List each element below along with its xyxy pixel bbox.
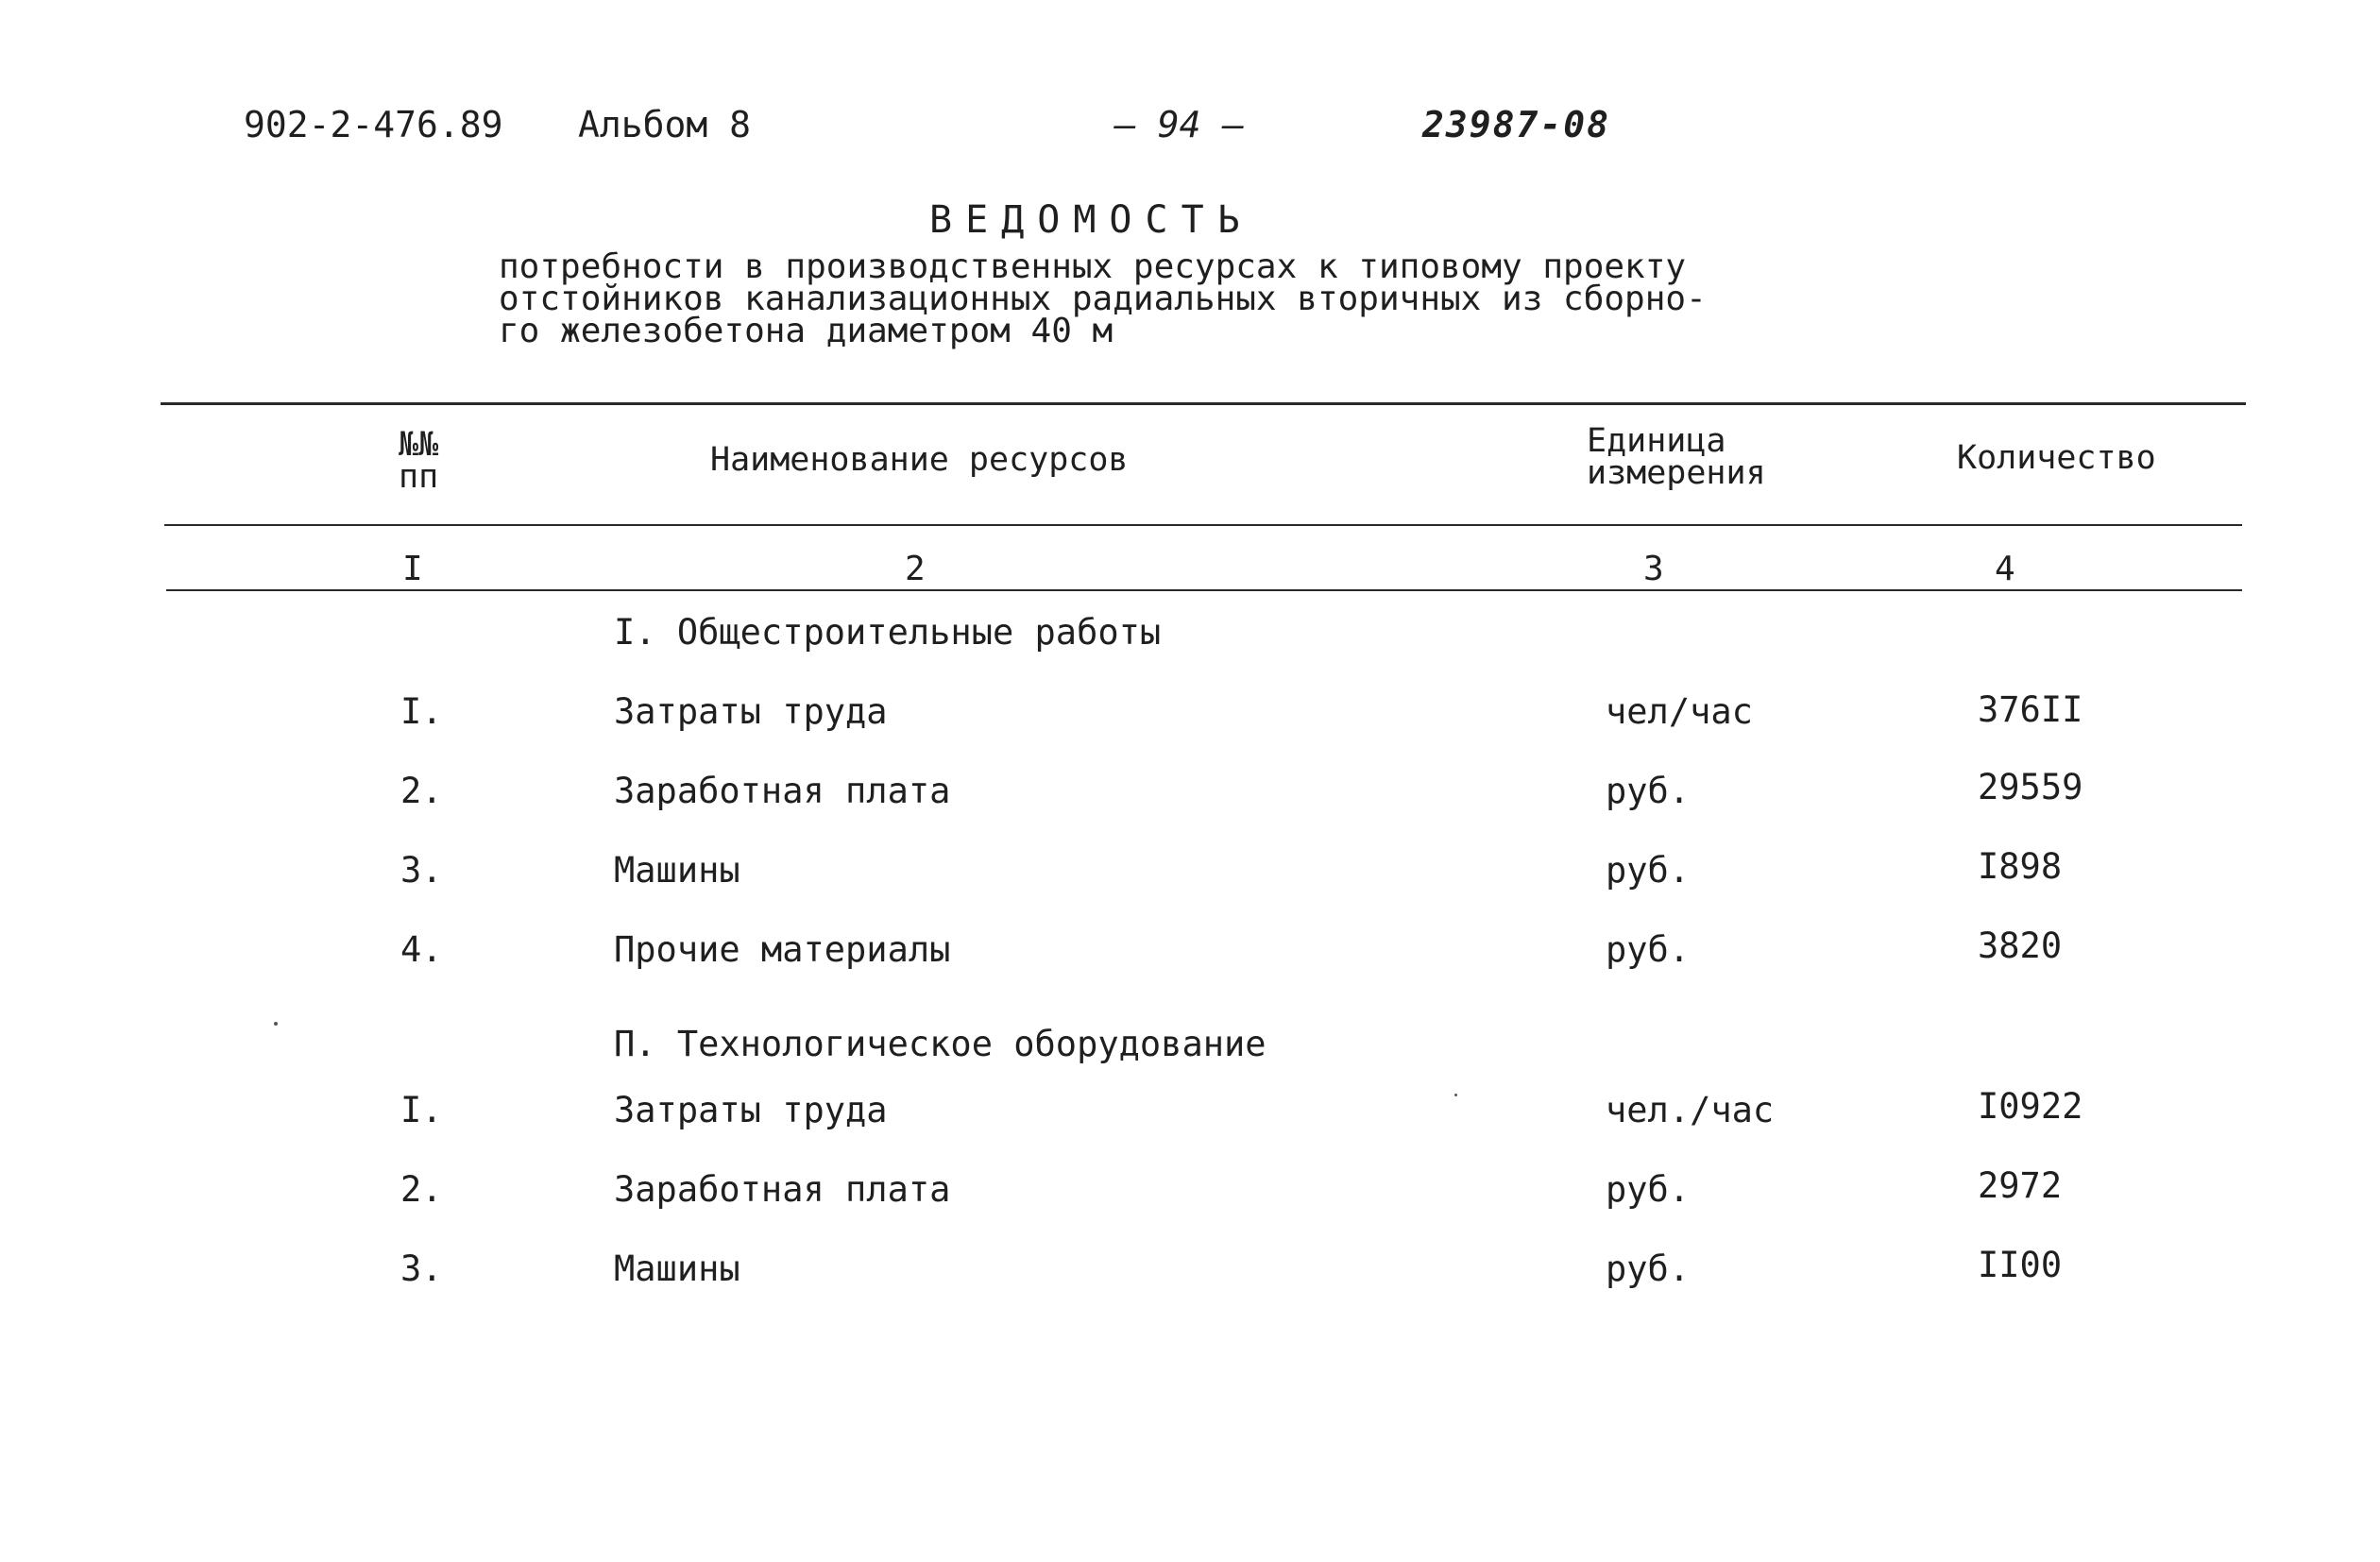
row-name: Затраты труда	[614, 691, 888, 732]
row-unit: руб.	[1606, 1248, 1691, 1289]
column-header-number-line1: №№	[399, 426, 439, 464]
column-header-number	[399, 426, 439, 496]
row-quantity: 29559	[1978, 767, 2083, 807]
column-index: 4	[1995, 550, 2015, 588]
inventory-number: 23987-08	[1422, 104, 1611, 145]
row-number: 2.	[400, 1169, 443, 1210]
column-index: I	[402, 550, 423, 588]
row-number: 2.	[400, 771, 443, 811]
subtitle-line: потребности в производственных ресурсах к типовому проекту	[499, 247, 1687, 286]
table-index-rule	[166, 589, 2242, 591]
row-quantity: I0922	[1978, 1086, 2083, 1127]
section-title: П. Технологическое оборудование	[614, 1024, 1266, 1064]
row-name: Машины	[614, 850, 740, 891]
page-number: — 94 —	[1114, 104, 1245, 145]
row-quantity: II00	[1978, 1245, 2063, 1285]
row-number: 3.	[400, 1248, 443, 1289]
column-header-unit	[1587, 422, 1766, 492]
subtitle-line: го железобетона диаметром 40 м	[499, 312, 1114, 350]
album-label: Альбом 8	[578, 104, 752, 145]
row-quantity: 376II	[1978, 689, 2083, 730]
scan-speck	[274, 1022, 278, 1026]
scan-speck	[1454, 1094, 1457, 1096]
section-title: I. Общестроительные работы	[614, 612, 1162, 653]
row-number: 3.	[400, 850, 443, 891]
row-name: Прочие материалы	[614, 929, 951, 970]
column-index: 3	[1643, 550, 1664, 588]
row-unit: руб.	[1606, 1169, 1691, 1210]
row-number: I.	[400, 691, 443, 732]
column-header-name: Наименование ресурсов	[710, 441, 1129, 479]
row-name: Заработная плата	[614, 1169, 951, 1210]
row-unit: чел/час	[1606, 691, 1753, 732]
row-number: 4.	[400, 929, 443, 970]
column-header-quantity: Количество	[1957, 439, 2156, 477]
row-name: Затраты труда	[614, 1090, 888, 1130]
row-unit: чел./час	[1606, 1090, 1775, 1130]
column-index: 2	[905, 550, 926, 588]
subtitle-line: отстойников канализационных радиальных вторичных из сборно-	[499, 280, 1707, 318]
row-quantity: 3820	[1978, 925, 2063, 966]
row-number: I.	[400, 1090, 443, 1130]
column-header-unit-line2: измерения	[1587, 454, 1766, 492]
page-title: ВЕДОМОСТЬ	[929, 198, 1253, 242]
row-unit: руб.	[1606, 929, 1691, 970]
table-header-rule	[164, 524, 2242, 526]
row-name: Машины	[614, 1248, 740, 1289]
row-name: Заработная плата	[614, 771, 951, 811]
row-unit: руб.	[1606, 850, 1691, 891]
column-header-unit-line1: Единица	[1587, 422, 1726, 460]
document-code: 902-2-476.89	[244, 104, 503, 145]
row-unit: руб.	[1606, 771, 1691, 811]
table-top-rule	[161, 402, 2246, 405]
row-quantity: 2972	[1978, 1165, 2063, 1206]
row-quantity: I898	[1978, 846, 2063, 887]
column-header-number-line2: пп	[399, 458, 439, 496]
